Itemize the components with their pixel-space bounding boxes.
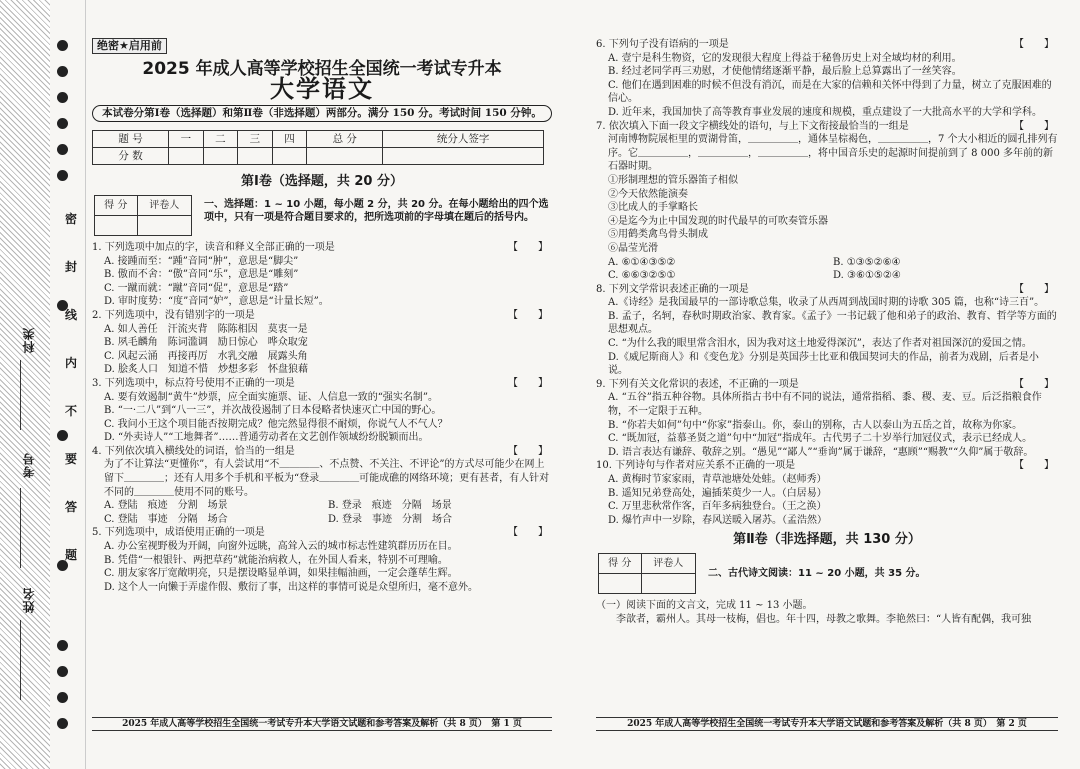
option: A. 要有效遏制“黄牛”炒票，应全面实施票、证、人信息一致的“强实名制”。: [104, 391, 439, 403]
answer-bracket[interactable]: 【 】: [508, 241, 548, 253]
question-text: 8. 下列文学常识表述正确的一项是: [596, 283, 749, 295]
score-table: [92, 130, 544, 165]
option: C. 一蹴而就：“蹴”音同“促”，意思是“踏”: [104, 282, 289, 294]
answer-bracket[interactable]: 【 】: [1014, 460, 1054, 472]
option: D. 这个人一向懒于弄虚作假、敷衍了事，出这样的事情可说是众望所归，毫不意外。: [104, 581, 479, 593]
option: C. 风起云涌 再接再厉 水乳交融 展露头角: [104, 350, 308, 362]
question: [92, 526, 552, 594]
page-1: [92, 38, 552, 594]
grader-table: [94, 195, 192, 236]
question-stem: [92, 377, 552, 391]
option: ⑤用鹤类禽鸟骨头制成: [608, 229, 708, 241]
question: [92, 445, 552, 527]
option: A. ⑥①④③⑤②: [608, 256, 676, 268]
section-1-title: 第Ⅰ卷（选择题，共 20 分）: [241, 174, 403, 190]
grader-cell[interactable]: [137, 215, 192, 235]
option-row: [92, 499, 552, 513]
question: [596, 38, 1058, 120]
question-stem: [92, 445, 552, 459]
option: D. “外卖诗人”“工地舞者”……普通劳动者在文艺创作领域纷纷脱颖而出。: [104, 432, 429, 444]
option: D. 近年来，我国加快了高等教育事业发展的速度和规模，重点建设了一大批高水平的大学和学科。: [608, 106, 1043, 118]
name-line: [20, 620, 21, 700]
score-cell[interactable]: [272, 148, 307, 165]
name-label: 姓名: [22, 587, 36, 613]
question-stem: [596, 120, 1058, 134]
grader-score-label: 得 分: [599, 553, 642, 573]
option: C. 他们在遇到困难的时候不但没有消沉，而是在大家的信赖和关怀中得到了力量，树立了克服困难的信心。: [608, 79, 1052, 105]
option: B. ①③⑤②⑥④: [833, 256, 901, 268]
option: D. ③⑥①⑤②④: [833, 270, 901, 282]
page-1-footer: 2025 年成人高等学校招生全国统一考试专升本大学语文试题和参考答案及解析（共 8 页） 第 1 页: [92, 717, 552, 731]
option: 为了不让算法“更懂你”，有人尝试用“不＿＿＿＿、不点赞、不关注、不评论”的方式尽可能少在网上留下＿＿＿＿；还有人用多个手机和平板为“登录＿＿＿＿可能成礁的网络环境；更有甚者，有人针对不同的＿＿＿＿使用不同的账号。: [104, 459, 550, 498]
option: A. 如人善任 汗流夹背 陈陈相因 莫衷一是: [104, 323, 308, 335]
question-list: [596, 38, 1058, 527]
grader-cell[interactable]: [599, 573, 642, 593]
option: A. 黄梅时节家家雨，青草池塘处处蛙。（赵师秀）: [608, 474, 827, 485]
option: B. 夙毛麟角 陈词滥调 励日惊心 哗众取宠: [104, 337, 308, 349]
option: B. 登录 痕迹 分隔 场景: [328, 500, 452, 512]
option: B. “一·二八”到“八一三”，并次战役遏制了日本侵略者快速灭亡中国的野心。: [104, 405, 442, 417]
question-text: 6. 下列句子没有语病的一项是: [596, 39, 729, 50]
binding-stripe: [0, 0, 50, 769]
seal-char: 答: [64, 500, 77, 514]
score-header: 二: [203, 131, 238, 148]
section-2-title: 第Ⅱ卷（非选择题，共 130 分）: [733, 532, 921, 548]
option: A. 办公室视野极为开阔，向窗外远眺，高耸入云的城市标志性建筑群历历在目。: [104, 541, 458, 553]
option: D. 语言表达有谦辞、敬辞之别。“愚见”“鄙人”“垂询”属于谦辞，“惠顾”“赐教”“久仰”属于敬辞。: [608, 446, 1034, 458]
question-stem: [92, 526, 552, 540]
seal-char: 题: [64, 548, 77, 562]
option: 河南博物院展柜里的贾湖骨笛，＿＿＿＿＿，通体呈棕褐色，＿＿＿＿＿，7 个大小相近的圆孔排列有序。它＿＿＿＿＿，＿＿＿＿＿，＿＿＿＿＿，将中国音乐史的起源时间提前到了 8 000 多年前的新石器时期。: [608, 134, 1058, 173]
answer-bracket[interactable]: 【 】: [1014, 120, 1054, 132]
score-header: 统分人签字: [383, 131, 544, 148]
binding-margin: [0, 0, 86, 769]
grader-score-label: 得 分: [95, 195, 138, 215]
question-stem: [92, 241, 552, 255]
score-cell[interactable]: [169, 148, 204, 165]
confidential-badge: 绝密★启用前: [92, 38, 167, 54]
score-header: 总 分: [307, 131, 383, 148]
exam-no-label: 考号: [22, 452, 36, 478]
option: B. 经过老同学再三劝慰，才使他情绪逐渐平静，最后脸上总算露出了一丝笑容。: [608, 66, 962, 78]
question-text: 7. 依次填入下面一段文字横线处的语句，与上下文衔接最恰当的一组是: [596, 120, 909, 132]
grader-cell[interactable]: [95, 215, 138, 235]
score-row-label: 分 数: [93, 148, 169, 165]
option: C. 我问小王这个项目能否按期完成？他完然显得很不耐烦，你说气人不气人？: [104, 418, 448, 430]
question: [92, 309, 552, 377]
exam-title: 2025 年成人高等学校招生全国统一考试专升本: [142, 58, 502, 79]
answer-bracket[interactable]: 【 】: [1014, 283, 1054, 295]
option: ③比成人的手掌略长: [608, 202, 698, 214]
option: C. “既加冠，益慕圣贤之道”句中“加冠”指成年。古代男子二十岁举行加冠仪式，表示已经成人。: [608, 433, 1033, 445]
question-text: 2. 下列选项中，没有错别字的一项是: [92, 309, 255, 321]
option: ⑥晶莹光滑: [608, 242, 658, 254]
subject-line: [20, 360, 21, 430]
question-list: [92, 241, 552, 594]
option: A. “五谷”指五种谷物。具体所指古书中有不同的说法，通常指稻、黍、稷、麦、豆。后泛指粮食作物，不一定限于五种。: [608, 392, 1042, 418]
question-stem: [596, 378, 1058, 392]
option: A. 登陆 痕迹 分割 场景: [104, 500, 228, 512]
question-text: 5. 下列选项中，成语使用正确的一项是: [92, 527, 265, 539]
seal-char: 不: [64, 404, 77, 418]
answer-bracket[interactable]: 【 】: [508, 309, 548, 321]
score-header: 三: [238, 131, 273, 148]
option: ①形制理想的管乐器笛子相似: [608, 174, 738, 186]
seal-char: 封: [64, 260, 77, 274]
answer-bracket[interactable]: 【 】: [508, 445, 548, 457]
question-text: 10. 下列诗句与作者对应关系不正确的一项是: [596, 460, 796, 472]
option: ②今天依然能演奏: [608, 188, 688, 200]
answer-bracket[interactable]: 【 】: [508, 377, 548, 389]
option: B. 孟子，名轲，春秋时期政治家、教育家。《孟子》一书记载了他和弟子的政治、教育、哲学等方面的思想观点。: [608, 310, 1057, 336]
question-stem: [92, 309, 552, 323]
seal-char: 要: [64, 452, 77, 466]
page-2: [596, 38, 1058, 626]
section-2-instruction: 二、古代诗文阅读：11 ~ 20 小题，共 35 分。: [708, 567, 926, 579]
grader-row: [596, 553, 1058, 599]
punch-holes: [57, 40, 69, 740]
score-header: 题 号: [93, 131, 169, 148]
option: C. 朋友家客厅宽敞明亮，只是摆设略显单调，如果挂幅油画，一定会蓬荜生辉。: [104, 568, 458, 580]
reading-title: （一）阅读下面的文言文，完成 11 ~ 13 小题。: [596, 599, 813, 611]
subject-title: 大学语文: [270, 75, 374, 104]
option: B. 凭借“一根银针、两把草药”就能治病救人，在外国人看来，特别不可理喻。: [104, 554, 448, 566]
question-stem: [596, 38, 1058, 52]
option: D.《威尼斯商人》和《变色龙》分别是英国莎士比亚和俄国契诃夫的作品，前者为戏剧，后者是小说。: [608, 351, 1039, 377]
section-1-instruction: 一、选择题：1 ~ 10 小题，每小题 2 分，共 20 分。在每小题给出的四个选项中，只有一项是符合题目要求的，把所选项前的字母填在题后的括号内。: [204, 198, 549, 223]
grader-table: [598, 553, 696, 594]
seal-char: 内: [64, 356, 77, 370]
question: [92, 241, 552, 309]
option: C. ⑥⑥③②⑤①: [608, 270, 676, 282]
option: ④是迄今为止中国发现的时代最早的可吹奏管乐器: [608, 215, 828, 227]
option: C. 登陆 事迹 分隔 场合: [104, 513, 228, 525]
question: [92, 377, 552, 445]
question-stem: [596, 283, 1058, 297]
question: [596, 459, 1058, 527]
question-text: 1. 下列选项中加点的字，读音和释义全部正确的一项是: [92, 241, 335, 253]
grader-row: [92, 195, 552, 241]
score-cell[interactable]: [307, 148, 383, 165]
score-cell[interactable]: [203, 148, 238, 165]
question: [596, 378, 1058, 460]
option-row: [596, 256, 1058, 270]
score-cell[interactable]: [238, 148, 273, 165]
grader-person-label: 评卷人: [137, 195, 192, 215]
question: [596, 120, 1058, 283]
option: D. 脍炙人口 知道不惜 炒想多彩 怀盘狼藉: [104, 364, 309, 376]
option: A. 接踵而至：“踵”音同“肿”，意思是“脚尖”: [104, 255, 299, 267]
score-header: 一: [169, 131, 204, 148]
option: B. 遥知兄弟登高处，遍插茱萸少一人。（白居易）: [608, 487, 827, 499]
grader-person-label: 评卷人: [641, 553, 696, 573]
option: C. “为什么我的眼里常含泪水，因为我对这土地爱得深沉”，表达了作者对祖国深沉的爱国之情。: [608, 338, 1032, 350]
option-row: [596, 269, 1058, 283]
question-stem: [596, 459, 1058, 473]
grader-cell[interactable]: [641, 573, 696, 593]
option: D. 审时度势：“度”音同“妒”，意思是“计量长短”。: [104, 296, 329, 308]
answer-bracket[interactable]: 【 】: [1014, 39, 1054, 50]
question-text: 4. 下列依次填入横线处的词语，恰当的一组是: [92, 445, 295, 457]
page-2-footer: 2025 年成人高等学校招生全国统一考试专升本大学语文试题和参考答案及解析（共 8 页） 第 2 页: [596, 717, 1058, 731]
exam-no-line: [20, 488, 21, 568]
option: D. 爆竹声中一岁除，春风送暖入屠苏。（孟浩然）: [608, 514, 828, 526]
option: C. 万里悲秋常作客，百年多病独登台。（王之涣）: [608, 501, 827, 513]
answer-bracket[interactable]: 【 】: [1014, 378, 1054, 390]
score-header: 四: [272, 131, 307, 148]
question: [596, 283, 1058, 378]
reading-text: 李歆者，霸州人。其母一枝梅，倡也。年十四，母教之歌舞。李艳然曰：“人皆有配偶，我可独: [616, 613, 1032, 625]
option: A.《诗经》是我国最早的一部诗歌总集，收录了从西周到战国时期的诗歌 305 篇，也称“诗三百”。: [608, 297, 1045, 309]
option: D. 登录 事迹 分割 场合: [328, 513, 453, 525]
question-text: 3. 下列选项中，标点符号使用不正确的一项是: [92, 377, 295, 389]
option-row: [92, 513, 552, 527]
option: A. 壹宁是科生物资，它的发现很大程度上得益于秘鲁历史上对全域均材的利用。: [608, 52, 962, 64]
option: B. “你若夫如何”句中“你家”指泰山。你，泰山的别称，古人以泰山为五岳之首，故称为你家。: [608, 419, 1023, 431]
seal-char: 密: [64, 212, 77, 226]
subject-label: 科类: [22, 327, 36, 353]
score-cell[interactable]: [383, 148, 544, 165]
question-text: 9. 下列有关文化常识的表述，不正确的一项是: [596, 378, 799, 390]
answer-bracket[interactable]: 【 】: [508, 527, 548, 539]
option: B. 傲而不舍：“傲”音同“乐”，意思是“雕刻”: [104, 269, 299, 281]
exam-notice: 本试卷分第Ⅰ卷（选择题）和第Ⅱ卷（非选择题）两部分。满分 150 分。考试时间 150 分钟。: [92, 105, 552, 123]
seal-char: 线: [64, 308, 77, 322]
